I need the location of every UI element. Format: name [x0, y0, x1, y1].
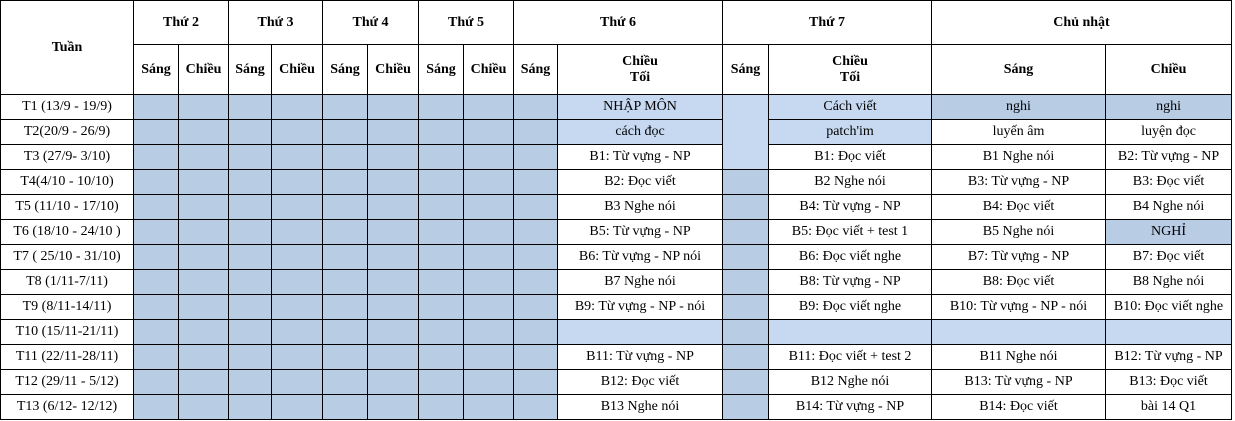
wed-sang-cell	[323, 245, 368, 270]
thu-chieu-cell	[464, 245, 514, 270]
wed-sang-cell	[323, 195, 368, 220]
wed-chieu-cell	[368, 395, 419, 420]
mon-chieu-cell	[179, 195, 229, 220]
fri-chieu-toi-cell: NHẬP MÔN	[558, 95, 723, 120]
mon-sang-cell	[134, 95, 179, 120]
table-row	[1, 270, 1232, 295]
thu-sang-cell	[419, 220, 464, 245]
thu-chieu-cell	[464, 195, 514, 220]
sat-chieu-toi-cell: B9: Đọc viết nghe	[769, 295, 932, 320]
tue-sang-cell	[229, 95, 272, 120]
tue-chieu-cell	[272, 345, 323, 370]
sun-sang-cell: B1 Nghe nói	[932, 145, 1106, 170]
sun-sang-cell: B13: Từ vựng - NP	[932, 370, 1106, 395]
sat-sang-cell	[723, 295, 769, 320]
tue-sang-cell	[229, 145, 272, 170]
thu-chieu-cell	[464, 295, 514, 320]
sub-header-row	[1, 45, 1232, 95]
tue-sang-cell	[229, 245, 272, 270]
wed-chieu-cell	[368, 370, 419, 395]
sat-sang-cell	[723, 95, 769, 170]
tue-chieu-cell	[272, 245, 323, 270]
week-cell: T1 (13/9 - 19/9)	[1, 95, 134, 120]
fri-sang-cell	[514, 270, 558, 295]
fri-chieu-toi-cell: B2: Đọc viết	[558, 170, 723, 195]
sun-sang-header: Sáng	[932, 45, 1106, 95]
sat-sang-cell	[723, 270, 769, 295]
week-cell: T10 (15/11-21/11)	[1, 320, 134, 345]
tue-sang-cell	[229, 120, 272, 145]
fri-chieu-toi-cell: B6: Từ vựng - NP nói	[558, 245, 723, 270]
sun-chieu-header: Chiều	[1106, 45, 1232, 95]
mon-sang-cell	[134, 120, 179, 145]
wed-sang-cell	[323, 345, 368, 370]
sun-chieu-cell	[1106, 320, 1232, 345]
mon-sang-cell	[134, 345, 179, 370]
thu-sang-header: Sáng	[419, 45, 464, 95]
week-cell: T3 (27/9- 3/10)	[1, 145, 134, 170]
sat-chieu-toi-cell: B4: Từ vựng - NP	[769, 195, 932, 220]
fri-sang-cell	[514, 220, 558, 245]
thu-sang-cell	[419, 195, 464, 220]
table-row	[1, 120, 1232, 145]
table-row	[1, 170, 1232, 195]
wed-chieu-cell	[368, 195, 419, 220]
thu-sang-cell	[419, 120, 464, 145]
table-row	[1, 345, 1232, 370]
sat-sang-cell	[723, 245, 769, 270]
mon-chieu-cell	[179, 245, 229, 270]
sat-sang-cell	[723, 345, 769, 370]
tue-chieu-header: Chiều	[272, 45, 323, 95]
day-header-tue: Thứ 3	[229, 1, 323, 45]
fri-sang-cell	[514, 245, 558, 270]
sun-chieu-cell: luyện đọc	[1106, 120, 1232, 145]
sun-chieu-cell: B4 Nghe nói	[1106, 195, 1232, 220]
fri-sang-cell	[514, 95, 558, 120]
thu-chieu-cell	[464, 170, 514, 195]
thu-chieu-cell	[464, 345, 514, 370]
day-header-fri: Thứ 6	[514, 1, 723, 45]
sat-sang-cell	[723, 170, 769, 195]
table-row	[1, 95, 1232, 120]
sat-sang-cell	[723, 395, 769, 420]
mon-chieu-cell	[179, 120, 229, 145]
week-cell: T6 (18/10 - 24/10 )	[1, 220, 134, 245]
tue-sang-cell	[229, 395, 272, 420]
sun-sang-cell: B4: Đọc viết	[932, 195, 1106, 220]
table-row	[1, 220, 1232, 245]
tue-chieu-cell	[272, 270, 323, 295]
sun-chieu-cell: B13: Đọc viết	[1106, 370, 1232, 395]
thu-chieu-cell	[464, 95, 514, 120]
mon-sang-cell	[134, 195, 179, 220]
mon-chieu-cell	[179, 95, 229, 120]
mon-sang-cell	[134, 220, 179, 245]
sat-sang-cell	[723, 195, 769, 220]
sat-chieu-toi-cell: B12 Nghe nói	[769, 370, 932, 395]
sat-chieu-toi-cell	[769, 320, 932, 345]
fri-toi-label: Tối	[629, 69, 651, 85]
mon-chieu-cell	[179, 220, 229, 245]
tue-chieu-cell	[272, 145, 323, 170]
sat-chieu-toi-cell: B1: Đọc viết	[769, 145, 932, 170]
wed-chieu-cell	[368, 320, 419, 345]
day-header-mon: Thứ 2	[134, 1, 229, 45]
tue-sang-cell	[229, 220, 272, 245]
sat-toi-label: Tối	[839, 69, 861, 85]
sat-sang-cell	[723, 370, 769, 395]
thu-sang-cell	[419, 270, 464, 295]
sat-sang-cell	[723, 220, 769, 245]
table-row	[1, 245, 1232, 270]
tue-sang-cell	[229, 170, 272, 195]
tue-sang-cell	[229, 345, 272, 370]
mon-sang-cell	[134, 270, 179, 295]
sun-chieu-cell: B12: Từ vựng - NP	[1106, 345, 1232, 370]
mon-chieu-cell	[179, 295, 229, 320]
thu-chieu-cell	[464, 270, 514, 295]
table-row	[1, 370, 1232, 395]
tue-chieu-cell	[272, 120, 323, 145]
tue-sang-cell	[229, 270, 272, 295]
thu-chieu-cell	[464, 120, 514, 145]
wed-chieu-cell	[368, 270, 419, 295]
thu-sang-cell	[419, 95, 464, 120]
week-cell: T7 ( 25/10 - 31/10)	[1, 245, 134, 270]
wed-sang-cell	[323, 370, 368, 395]
sun-chieu-cell: B10: Đọc viết nghe	[1106, 295, 1232, 320]
thu-sang-cell	[419, 370, 464, 395]
wed-sang-cell	[323, 95, 368, 120]
week-cell: T2(20/9 - 26/9)	[1, 120, 134, 145]
fri-chieu-toi-cell: B7 Nghe nói	[558, 270, 723, 295]
table-row	[1, 395, 1232, 420]
thu-chieu-cell	[464, 145, 514, 170]
sun-sang-cell: B3: Từ vựng - NP	[932, 170, 1106, 195]
sat-chieu-label: Chiều	[832, 53, 868, 69]
week-header: Tuần	[1, 1, 134, 95]
mon-chieu-cell	[179, 170, 229, 195]
mon-chieu-cell	[179, 320, 229, 345]
sat-chieu-toi-cell: B8: Từ vựng - NP	[769, 270, 932, 295]
wed-sang-cell	[323, 295, 368, 320]
fri-sang-cell	[514, 295, 558, 320]
sun-sang-cell: B7: Từ vựng - NP	[932, 245, 1106, 270]
tue-chieu-cell	[272, 320, 323, 345]
day-header-sun: Chủ nhật	[932, 1, 1232, 45]
tue-chieu-cell	[272, 220, 323, 245]
tue-sang-cell	[229, 195, 272, 220]
sun-chieu-cell: nghi	[1106, 95, 1232, 120]
week-cell: T8 (1/11-7/11)	[1, 270, 134, 295]
tue-chieu-cell	[272, 295, 323, 320]
wed-chieu-cell	[368, 170, 419, 195]
mon-sang-cell	[134, 295, 179, 320]
fri-sang-header: Sáng	[514, 45, 558, 95]
mon-chieu-cell	[179, 270, 229, 295]
sun-sang-cell: nghi	[932, 95, 1106, 120]
fri-sang-cell	[514, 370, 558, 395]
mon-sang-cell	[134, 370, 179, 395]
table-row	[1, 195, 1232, 220]
week-cell: T13 (6/12- 12/12)	[1, 395, 134, 420]
fri-sang-cell	[514, 320, 558, 345]
mon-sang-cell	[134, 145, 179, 170]
thu-sang-cell	[419, 395, 464, 420]
week-cell: T5 (11/10 - 17/10)	[1, 195, 134, 220]
mon-chieu-header: Chiều	[179, 45, 229, 95]
tue-sang-cell	[229, 295, 272, 320]
fri-sang-cell	[514, 395, 558, 420]
week-cell: T11 (22/11-28/11)	[1, 345, 134, 370]
wed-sang-cell	[323, 270, 368, 295]
day-header-sat: Thứ 7	[723, 1, 932, 45]
mon-sang-header: Sáng	[134, 45, 179, 95]
thu-sang-cell	[419, 295, 464, 320]
fri-sang-cell	[514, 120, 558, 145]
tue-chieu-cell	[272, 370, 323, 395]
mon-chieu-cell	[179, 345, 229, 370]
fri-sang-cell	[514, 170, 558, 195]
tue-chieu-cell	[272, 170, 323, 195]
thu-sang-cell	[419, 345, 464, 370]
fri-chieu-toi-cell: B3 Nghe nói	[558, 195, 723, 220]
sun-sang-cell: B5 Nghe nói	[932, 220, 1106, 245]
wed-sang-cell	[323, 320, 368, 345]
sat-chieu-toi-cell: B2 Nghe nói	[769, 170, 932, 195]
fri-chieu-toi-cell: B1: Từ vựng - NP	[558, 145, 723, 170]
mon-sang-cell	[134, 395, 179, 420]
mon-chieu-cell	[179, 145, 229, 170]
mon-chieu-cell	[179, 370, 229, 395]
tue-chieu-cell	[272, 195, 323, 220]
wed-chieu-cell	[368, 145, 419, 170]
sun-chieu-cell: NGHỈ	[1106, 220, 1232, 245]
day-header-wed: Thứ 4	[323, 1, 419, 45]
sun-sang-cell: B10: Từ vựng - NP - nói	[932, 295, 1106, 320]
fri-chieu-label: Chiều	[622, 53, 658, 69]
fri-chieu-toi-cell	[558, 320, 723, 345]
sat-chieu-toi-cell: B14: Từ vựng - NP	[769, 395, 932, 420]
wed-chieu-cell	[368, 345, 419, 370]
week-cell: T9 (8/11-14/11)	[1, 295, 134, 320]
wed-chieu-cell	[368, 220, 419, 245]
mon-sang-cell	[134, 320, 179, 345]
tue-sang-cell	[229, 370, 272, 395]
sun-sang-cell: B8: Đọc viết	[932, 270, 1106, 295]
wed-chieu-cell	[368, 245, 419, 270]
fri-chieu-toi-cell: B11: Từ vựng - NP	[558, 345, 723, 370]
week-cell: T4(4/10 - 10/10)	[1, 170, 134, 195]
table-row	[1, 295, 1232, 320]
table-row	[1, 145, 1232, 170]
wed-sang-cell	[323, 395, 368, 420]
mon-chieu-cell	[179, 395, 229, 420]
thu-chieu-cell	[464, 320, 514, 345]
thu-sang-cell	[419, 320, 464, 345]
thu-sang-cell	[419, 145, 464, 170]
sun-sang-cell	[932, 320, 1106, 345]
sat-sang-cell	[723, 320, 769, 345]
sun-sang-cell: B11 Nghe nói	[932, 345, 1106, 370]
sun-chieu-cell: B8 Nghe nói	[1106, 270, 1232, 295]
table-row	[1, 320, 1232, 345]
sun-chieu-cell: B7: Đọc viết	[1106, 245, 1232, 270]
thu-sang-cell	[419, 170, 464, 195]
week-cell: T12 (29/11 - 5/12)	[1, 370, 134, 395]
wed-sang-cell	[323, 220, 368, 245]
sat-sang-header: Sáng	[723, 45, 769, 95]
sat-chieu-toi-cell: B11: Đọc viết + test 2	[769, 345, 932, 370]
fri-sang-cell	[514, 195, 558, 220]
sun-chieu-cell: B2: Từ vựng - NP	[1106, 145, 1232, 170]
schedule-body	[1, 95, 1232, 420]
sat-chieu-toi-cell: B5: Đọc viết + test 1	[769, 220, 932, 245]
day-header-thu: Thứ 5	[419, 1, 514, 45]
mon-sang-cell	[134, 170, 179, 195]
sat-chieu-toi-cell: B6: Đọc viết nghe	[769, 245, 932, 270]
sat-chieu-toi-cell: patch'im	[769, 120, 932, 145]
thu-sang-cell	[419, 245, 464, 270]
wed-sang-header: Sáng	[323, 45, 368, 95]
sun-sang-cell: B14: Đọc viết	[932, 395, 1106, 420]
tue-sang-header: Sáng	[229, 45, 272, 95]
thu-chieu-cell	[464, 220, 514, 245]
tue-sang-cell	[229, 320, 272, 345]
fri-chieu-toi-cell: B12: Đọc viết	[558, 370, 723, 395]
fri-chieu-toi-cell: B9: Từ vựng - NP - nói	[558, 295, 723, 320]
sun-chieu-cell: bài 14 Q1	[1106, 395, 1232, 420]
fri-sang-cell	[514, 145, 558, 170]
mon-sang-cell	[134, 245, 179, 270]
wed-chieu-cell	[368, 120, 419, 145]
sat-chieu-toi-header	[769, 45, 932, 95]
sat-chieu-toi-cell: Cách viết	[769, 95, 932, 120]
fri-sang-cell	[514, 345, 558, 370]
fri-chieu-toi-header	[558, 45, 723, 95]
sun-sang-cell: luyến âm	[932, 120, 1106, 145]
wed-sang-cell	[323, 145, 368, 170]
fri-chieu-toi-cell: B13 Nghe nói	[558, 395, 723, 420]
fri-chieu-toi-cell: cách đọc	[558, 120, 723, 145]
sun-chieu-cell: B3: Đọc viết	[1106, 170, 1232, 195]
tue-chieu-cell	[272, 95, 323, 120]
thu-chieu-header: Chiều	[464, 45, 514, 95]
tue-chieu-cell	[272, 395, 323, 420]
wed-sang-cell	[323, 170, 368, 195]
thu-chieu-cell	[464, 395, 514, 420]
wed-chieu-header: Chiều	[368, 45, 419, 95]
thu-chieu-cell	[464, 370, 514, 395]
wed-chieu-cell	[368, 95, 419, 120]
fri-chieu-toi-cell: B5: Từ vựng - NP	[558, 220, 723, 245]
wed-chieu-cell	[368, 295, 419, 320]
wed-sang-cell	[323, 120, 368, 145]
